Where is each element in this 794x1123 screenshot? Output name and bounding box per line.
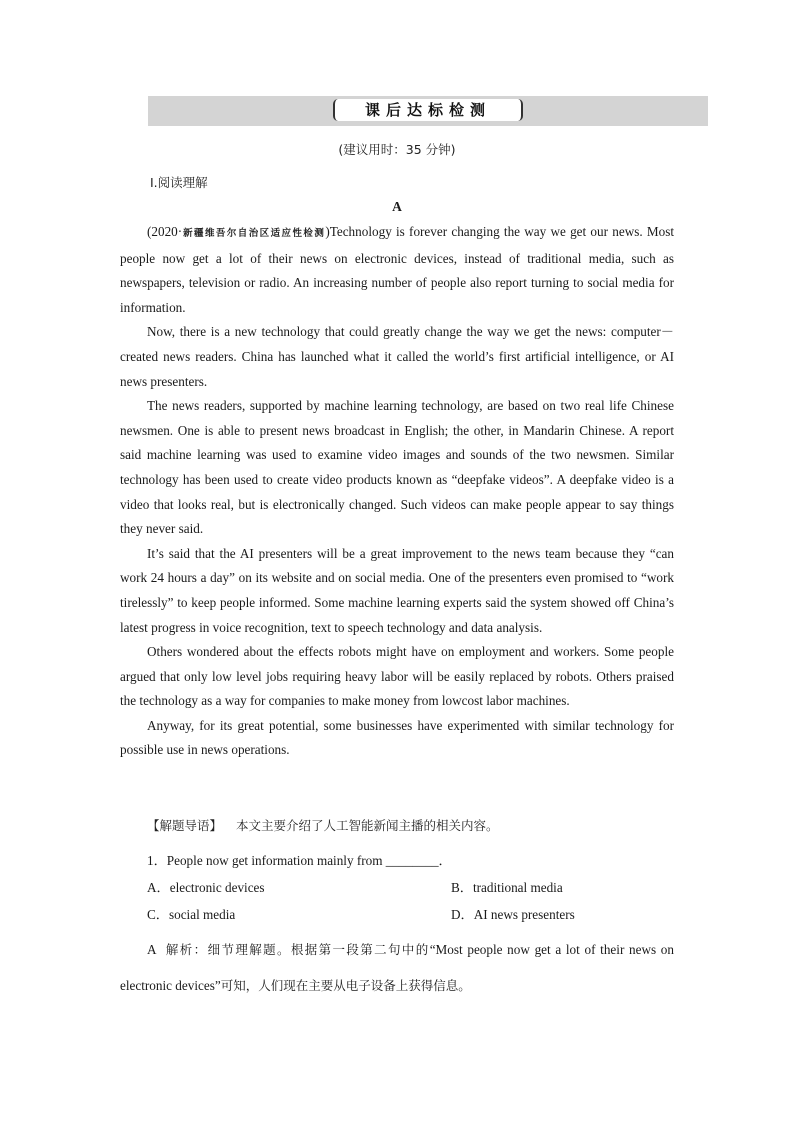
paragraph-3: The news readers, supported by machine learning technology, are based on two real life Chinese newsmen. One is able to present news broadcast in English; the other, in Mandarin Chinese. A report said machine learning was used to examine video images and sounds of the two newsmen. Similar technology has been used to create video products known as “deepfake videos”. A deepfake video is a video that looks real, but is electronically changed. Such videos can make people appear to say things they never said. xyxy=(120,398,674,537)
option-a: A．electronic devices xyxy=(147,880,265,895)
paragraph-4: It’s said that the AI presenters will be a great improvement to the news team because they “can work 24 hours a day” on its website and on social media. One of the presenters even promised to “work tirelessly” to keep people informed. Some machine learning experts said the system showed off China’s latest progress in voice recognition, text to speech technology and data analysis. xyxy=(120,545,674,635)
section-banner xyxy=(148,96,708,126)
paragraph-2: Now, there is a new technology that could greatly change the way we get the news: computer－created news readers. China has launched what it called the world’s first artificial intelligence, or AI news presenters. xyxy=(120,324,674,389)
source-name: 新疆维吾尔自治区适应性检测 xyxy=(182,228,326,239)
answer-text-1: 解析：细节理解题。根据第一段第二句中的 xyxy=(164,942,430,957)
paragraph-1-text: Technology is forever changing the way we get our news. Most people now get a lot of their news on electronic devices, instead of traditional media, such as newspapers, television or radio. An increasing number of people also report turning to social media for information. xyxy=(120,224,674,315)
question-1-stem: 1．People now get information mainly from ________． xyxy=(147,853,452,868)
section-heading: Ⅰ.阅读理解 xyxy=(150,175,208,190)
answer-quote: “Most people now get a lot of their news on electronic devices” xyxy=(120,942,674,993)
paragraph-5: Others wondered about the effects robots might have on employment and workers. Some people argued that only low level jobs requiring heavy labor will be easily replaced by robots. Others praised the technology as a way for companies to make money from lowcost labor machines. xyxy=(120,644,674,709)
option-c: C．social media xyxy=(147,907,236,922)
guide-tag: 【解题导语】 xyxy=(147,818,223,833)
answer-text-2: 可知，人们现在主要从电子设备上获得信息。 xyxy=(220,978,471,993)
source-prefix: (2020· xyxy=(147,224,183,239)
passage-label: A xyxy=(392,199,402,214)
banner-title: 课后达标检测 xyxy=(333,99,523,121)
option-b: B．traditional media xyxy=(451,880,563,895)
option-d: D．AI news presenters xyxy=(451,907,575,922)
paragraph-6: Anyway, for its great potential, some businesses have experimented with similar technology for possible use in news operations. xyxy=(120,717,674,758)
time-hint: (建议用时：35 分钟) xyxy=(338,142,456,157)
solution-guide xyxy=(147,816,499,834)
answer-explanation xyxy=(120,932,674,1004)
guide-text: 本文主要介绍了人工智能新闻主播的相关内容。 xyxy=(236,818,499,833)
answer-key: A xyxy=(147,942,157,957)
source-suffix: ) xyxy=(325,224,330,239)
reading-passage xyxy=(120,220,674,763)
paragraph-1 xyxy=(120,220,674,320)
